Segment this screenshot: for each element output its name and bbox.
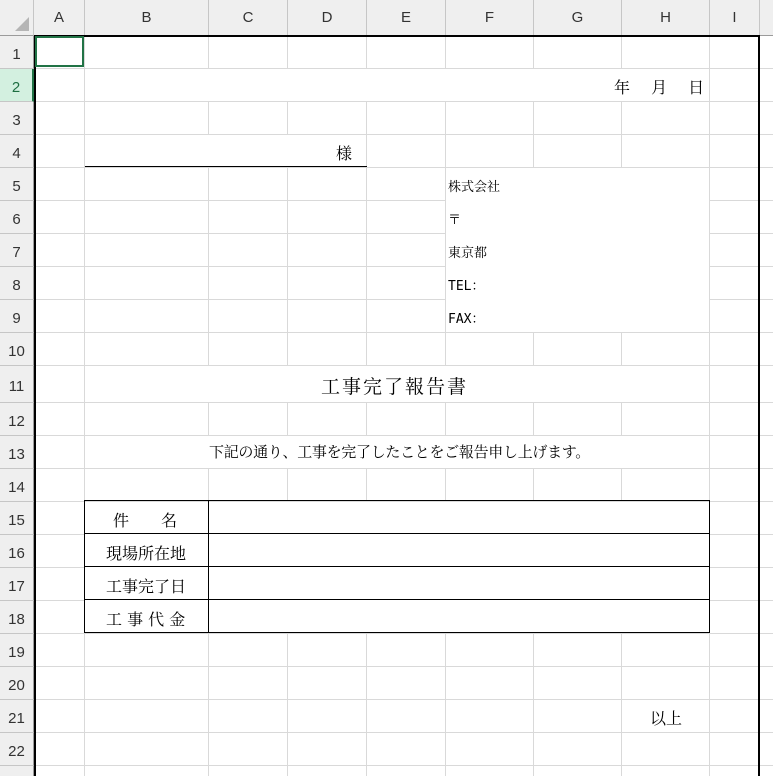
column-header-j[interactable]: [760, 0, 773, 36]
select-all-corner[interactable]: [0, 0, 34, 36]
gridline: [34, 765, 773, 766]
row-header-20[interactable]: 20: [0, 667, 34, 700]
sender-company: 株式会社: [448, 180, 501, 195]
document-title: 工事完了報告書: [321, 376, 469, 398]
row-header-11[interactable]: 11: [0, 366, 34, 403]
select-all-triangle-icon: [15, 17, 29, 31]
table-border: [84, 500, 85, 633]
table-label-cost: 工 事 代 金: [106, 610, 186, 629]
sender-address: 東京都: [448, 246, 488, 261]
intro-text: 下記の通り、工事を完了したことをご報告申し上げます。: [209, 443, 591, 461]
column-header-h[interactable]: H: [622, 0, 710, 36]
table-border: [84, 500, 710, 501]
gridline: [445, 36, 446, 776]
gridline: [34, 332, 773, 333]
column-header-a[interactable]: A: [34, 0, 85, 36]
column-header-e[interactable]: E: [367, 0, 446, 36]
gridline: [34, 666, 773, 667]
table-label-subject: 件 名: [113, 511, 178, 530]
gridline: [709, 36, 710, 776]
row-header-15[interactable]: 15: [0, 502, 34, 535]
row-header-22[interactable]: 22: [0, 733, 34, 766]
table-border: [709, 500, 710, 633]
table-label-site: 現場所在地: [106, 544, 187, 563]
row-header-9[interactable]: 9: [0, 300, 34, 333]
row-header-21[interactable]: 21: [0, 700, 34, 733]
table-border: [84, 566, 710, 567]
gridline: [34, 101, 773, 102]
page-break-right: [758, 36, 760, 776]
sender-postal: 〒: [448, 213, 462, 228]
column-header-c[interactable]: C: [209, 0, 288, 36]
gridline: [34, 633, 773, 634]
row-header-7[interactable]: 7: [0, 234, 34, 267]
column-header-b[interactable]: B: [85, 0, 209, 36]
table-border: [84, 632, 710, 633]
row-header-13[interactable]: 13: [0, 436, 34, 469]
gridline: [34, 468, 773, 469]
page-break-left: [34, 36, 36, 776]
column-header-d[interactable]: D: [288, 0, 367, 36]
row-header-8[interactable]: 8: [0, 267, 34, 300]
merged-recipient: [85, 135, 366, 167]
table-border: [208, 500, 209, 633]
column-header-i[interactable]: I: [710, 0, 760, 36]
row-header-4[interactable]: 4: [0, 135, 34, 168]
row-header-16[interactable]: 16: [0, 535, 34, 568]
page-break-top: [34, 35, 760, 37]
row-header-10[interactable]: 10: [0, 333, 34, 366]
sender-tel: TEL：: [448, 279, 485, 294]
gridline: [34, 699, 773, 700]
row-header-6[interactable]: 6: [0, 201, 34, 234]
gridline: [621, 36, 622, 776]
row-header-14[interactable]: 14: [0, 469, 34, 502]
column-header-f[interactable]: F: [446, 0, 534, 36]
row-header-18[interactable]: 18: [0, 601, 34, 634]
row-header-2[interactable]: 2: [0, 69, 34, 102]
row-header-1[interactable]: 1: [0, 36, 34, 69]
row-header-12[interactable]: 12: [0, 403, 34, 436]
column-header-g[interactable]: G: [534, 0, 622, 36]
active-cell-a1[interactable]: [35, 36, 84, 67]
date-field: 年 月 日: [614, 78, 705, 97]
gridline: [34, 732, 773, 733]
recipient-honorific: 様: [336, 144, 353, 163]
table-label-completion-date: 工事完了日: [106, 577, 187, 596]
sender-fax: FAX：: [448, 312, 485, 327]
closing-text: 以上: [650, 709, 683, 728]
row-header-19[interactable]: 19: [0, 634, 34, 667]
recipient-underline: [85, 166, 367, 167]
gridline: [366, 36, 367, 776]
row-header-23[interactable]: [0, 766, 34, 776]
row-header-17[interactable]: 17: [0, 568, 34, 601]
gridline: [34, 402, 773, 403]
merged-table-values: [209, 502, 709, 633]
row-header-3[interactable]: 3: [0, 102, 34, 135]
table-border: [84, 599, 710, 600]
gridline: [533, 36, 534, 776]
row-header-5[interactable]: 5: [0, 168, 34, 201]
table-border: [84, 533, 710, 534]
